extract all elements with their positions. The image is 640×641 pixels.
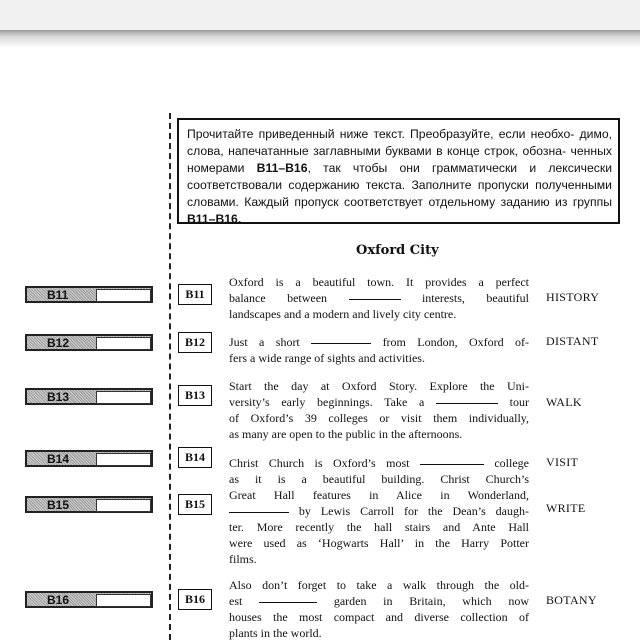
answer-field-b13[interactable]: [96, 391, 151, 404]
instructions-range-1: B11–B16: [256, 161, 308, 175]
instructions-line-4: соответствовали содержанию текста. Заполните пропуски полученными: [187, 178, 612, 192]
text-line: [229, 455, 529, 471]
gap-blank: [229, 511, 289, 513]
paragraph-b11: [229, 274, 529, 322]
text-line: [229, 394, 529, 410]
instructions-line-1: Прочитайте приведенный ниже текст. Преобразуйте, если необхо-: [187, 127, 575, 141]
task-tag-b14: B14: [178, 447, 212, 468]
gap-blank: [436, 402, 498, 404]
text-line: plants in the world.: [229, 626, 322, 640]
keyword-b16: BOTANY: [546, 593, 597, 607]
keyword-b14: VISIT: [546, 455, 579, 469]
keyword-b12: DISTANT: [546, 334, 599, 348]
task-tag-b13: B13: [178, 385, 212, 406]
instructions-line-3c: , так чтобы они грамматически и лексически: [307, 161, 613, 175]
text-line: [229, 290, 529, 306]
gap-blank: [311, 342, 371, 344]
text-segment: garden in Britain, which now: [333, 594, 530, 608]
instructions-line-3a: ченных номерами: [187, 144, 612, 175]
text-segment: from London, Oxford of-: [382, 335, 530, 349]
task-tag-b12: B12: [178, 332, 212, 353]
answer-label: B16: [47, 593, 70, 607]
text-line: Oxford is a beautiful town. It provides a perfect: [229, 275, 529, 289]
gap-blank: [349, 298, 401, 300]
text-line: as many are open to the public in the afternoons.: [229, 427, 463, 441]
text-segment: est: [229, 594, 243, 608]
answer-field-b11[interactable]: [96, 289, 151, 302]
task-tag-b15: B15: [178, 494, 212, 515]
answer-label: B12: [47, 336, 70, 350]
answer-field-b15[interactable]: [96, 499, 151, 512]
cut-line: [169, 113, 171, 640]
answer-box-b11: [25, 286, 153, 303]
text-line: landscapes and a modern and lively city centre.: [229, 307, 457, 321]
answer-label: B13: [47, 390, 70, 404]
top-bar-shadow: [0, 30, 640, 48]
answer-box-b14: [25, 450, 153, 467]
paragraph-b12: [229, 334, 529, 366]
text-title: Oxford City: [356, 243, 439, 258]
text-line: fers a wide range of sights and activities.: [229, 351, 425, 365]
text-segment: tour: [509, 395, 530, 409]
keyword-b15: WRITE: [546, 501, 586, 515]
text-segment: college: [494, 456, 530, 470]
text-segment: Christ Church is Oxford’s most: [229, 456, 410, 470]
text-line: Start the day at Oxford Story. Explore the Uni-: [229, 379, 529, 393]
text-segment: by Lewis Carroll for the Dean’s daugh-: [298, 504, 529, 518]
text-line: Also don’t forget to take a walk through the old-: [229, 578, 529, 592]
instructions-line-5: словами. Каждый пропуск соответствует отдельному заданию из группы: [187, 195, 612, 209]
text-line: [229, 593, 529, 609]
answer-box-b15: [25, 496, 153, 513]
keyword-b13: WALK: [546, 395, 582, 409]
answer-field-b12[interactable]: [96, 337, 151, 350]
top-bar: [0, 0, 640, 30]
answer-field-b16[interactable]: [96, 594, 151, 607]
answer-box-b12: [25, 334, 153, 351]
instructions-period: .: [237, 212, 242, 226]
text-segment: interests, beautiful: [421, 291, 530, 305]
text-segment: Just a short: [229, 335, 300, 349]
paragraph-b13: [229, 378, 529, 442]
paragraph-b16: [229, 577, 529, 641]
gap-blank: [420, 463, 484, 465]
task-tag-b16: B16: [178, 589, 212, 610]
text-line: films.: [229, 552, 257, 566]
text-line: [229, 334, 529, 350]
text-line: ter. More recently the hall stairs and Ante Hall: [229, 520, 529, 534]
task-tag-b11: B11: [178, 284, 212, 305]
text-line: were used as ‘Hogwarts Hall’ in the Harry Potter: [229, 536, 529, 550]
text-line: as it is a beautiful building. Christ Church’s: [229, 472, 529, 486]
answer-field-b14[interactable]: [96, 453, 151, 466]
answer-box-b13: [25, 388, 153, 405]
answer-box-b16: [25, 591, 153, 608]
instructions-box: [177, 118, 620, 224]
text-line: [229, 503, 529, 519]
answer-label: B11: [47, 288, 69, 302]
keyword-b11: HISTORY: [546, 290, 600, 304]
paragraph-b14-b15: [229, 455, 529, 567]
answer-label: B14: [47, 452, 70, 466]
text-line: Great Hall features in Alice in Wonderland,: [229, 488, 529, 502]
text-line: of Oxford’s 39 colleges or visit them individually,: [229, 411, 529, 425]
instructions-range-2: B11–B16: [187, 212, 238, 226]
instructions-line-2: димо, слова, напечатанные заглавными буквами в конце строк, обозна-: [187, 127, 613, 158]
text-segment: versity’s early beginnings. Take a: [229, 395, 425, 409]
text-segment: balance between: [229, 291, 328, 305]
gap-blank: [259, 601, 317, 603]
text-line: houses the most compact and diverse collection of: [229, 610, 529, 624]
answer-label: B15: [47, 498, 70, 512]
